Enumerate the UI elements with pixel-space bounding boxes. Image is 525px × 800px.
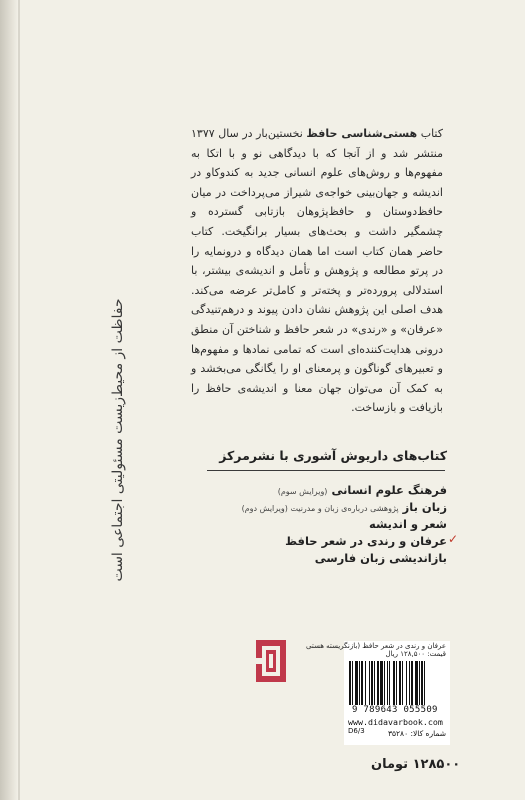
spine-fold-line <box>18 0 20 800</box>
barcode-icon <box>347 661 447 705</box>
barcode-book-title: عرفان و رندی در شعر حافظ (بازنگریسته هستی <box>306 642 446 650</box>
book-title: زبان باز <box>402 500 447 514</box>
blurb-text: نخستین‌بار در سال ۱۳۷۷ منتشر شد و از آنجا که با دیدگاهی نو و با اتکا به مفهوم‌ها و روش‌های علوم انسانی جدید به کندوکاو در اندیشه و جهان‌بینی خواجه‌ی شیراز می‌پرداخت در میان حافظ‌دوستان و حافظ‌پژوهان بازتابی گسترده و چشمگیر داشت و بحث‌های بسیار برانگیخت. کتاب حاضر همان کتاب است اما همان دیدگاه و درونمایه را در پرتو مطالعه و پژوهش و تأمل و اندیشه‌ی بیشتر، با استدلالی پرورده‌تر و پخته‌تر و کامل‌تر عرضه می‌کند. هدف اصلی این پژوهش نشان دادن پیوند و درهم‌تنیدگی «عرفان» و «رندی» در شعر حافظ و شناختن آن منطق درونی هدایت‌کننده‌ای است که تمامی نمادها و مفهوم‌ها و تعبیرهای گوناگون و پرمعنای او را یگانگی می‌بخشد و به کمک آن می‌توان جهان معنا و اندیشه‌ی حافظ را بازیافت و بازساخت. <box>191 127 443 415</box>
nashr-markaz-logo-icon <box>254 638 288 684</box>
list-item <box>187 480 447 497</box>
book-title: شعر و اندیشه <box>368 517 447 531</box>
shelf-code: D6/3 <box>348 727 365 735</box>
book-note: پژوهشی درباره‌ی زبان و مدرنیت (ویرایش دوم) <box>241 504 399 513</box>
price-currency: تومان <box>371 757 409 772</box>
list-item <box>187 497 447 514</box>
check-icon: ✓ <box>447 532 458 546</box>
list-item <box>187 514 447 531</box>
isbn-number: 9 789643 055509 <box>352 705 438 715</box>
list-item <box>187 548 447 565</box>
catalog-number: شماره کالا: ۳۵۲۸۰ <box>387 729 446 738</box>
environment-slogan: حفاظت از محیط‌زیست مسئولیتی اجتماعی است <box>110 298 126 582</box>
book-title: بازاندیشی زبان فارسی <box>314 551 447 565</box>
blurb-book-title: هستی‌شناسی حافظ <box>306 127 418 140</box>
price-amount: ۱۲۸۵۰۰ <box>412 757 461 772</box>
spine-edge <box>0 0 18 800</box>
barcode-sticker <box>306 641 450 745</box>
book-title: عرفان و رندی در شعر حافظ <box>285 534 447 548</box>
price-label <box>371 757 460 772</box>
book-description <box>191 124 443 418</box>
website-url: www.didavarbook.com <box>348 717 443 727</box>
barcode-price: قیمت: ۱۲۸,۵۰۰ ریال <box>385 650 446 658</box>
series-title: کتاب‌های داریوش آشوری با نشرمرکز <box>219 448 447 463</box>
book-title: فرهنگ علوم انسانی <box>331 483 447 497</box>
series-divider <box>207 470 445 471</box>
list-item <box>187 531 458 548</box>
series-book-list <box>187 480 458 565</box>
book-note: (ویرایش سوم) <box>277 487 328 496</box>
blurb-lead: کتاب <box>417 127 443 140</box>
